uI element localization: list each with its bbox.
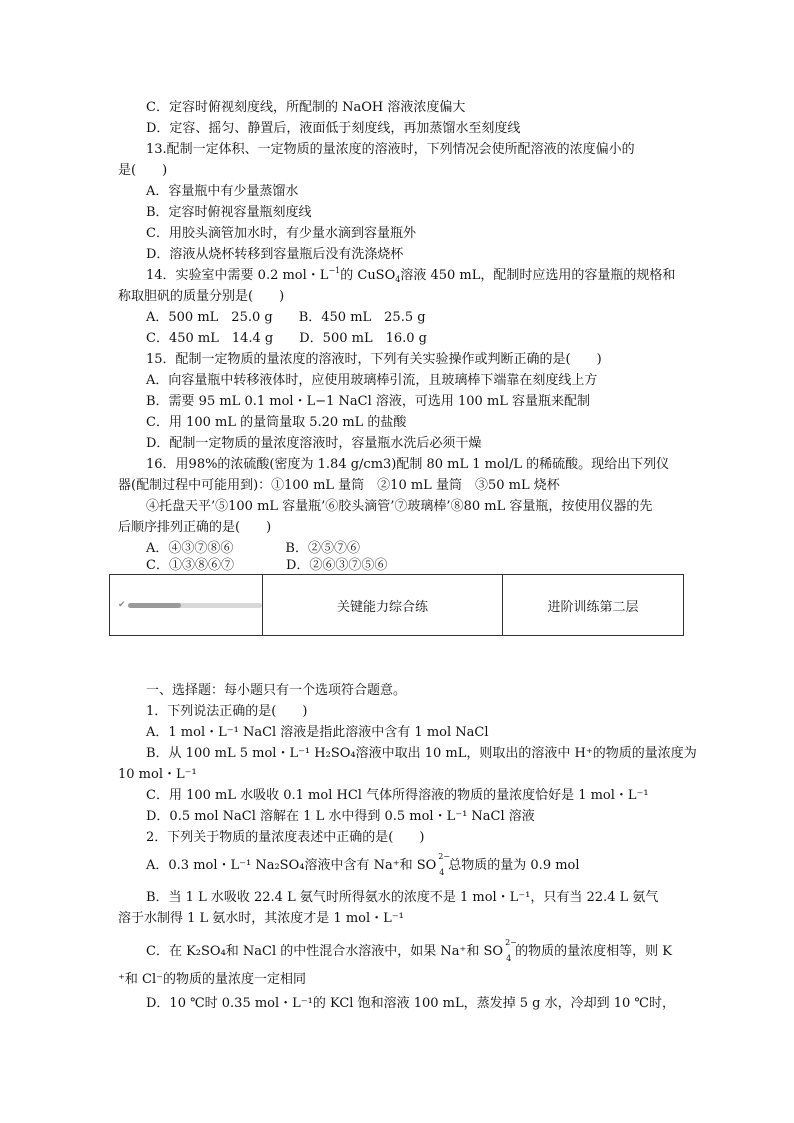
q15-option-d: D．配制一定物质的量浓度溶液时，容量瓶水洗后必须干燥	[146, 436, 482, 451]
q12-option-d: D．定容、摇匀、静置后，液面低于刻度线，再加蒸馏水至刻度线	[146, 121, 521, 136]
q2-c-part2: 的物质的量浓度相等，则 K	[515, 944, 672, 959]
q2-a-sub: 4	[439, 868, 445, 877]
q12-option-c: C．定容时俯视刻度线，所配制的 NaOH 溶液浓度偏大	[146, 100, 466, 115]
q15-option-b: B．需要 95 mL 0.1 mol・L−1 NaCl 溶液，可选用 100 mL 容量瓶来配制	[146, 394, 591, 409]
q2-c-sup: 2−	[505, 938, 517, 947]
q2-a-ion-charge	[436, 852, 451, 877]
banner-progress-cell	[110, 575, 263, 635]
q2-option-b: B．当 1 L 水吸收 22.4 L 氨气时所得氨水的浓度不是 1 mol・L⁻¹，只有当 22.4 L 氨气	[146, 890, 659, 905]
q14-superscript: −1	[328, 266, 341, 275]
q1-option-b: B．从 100 mL 5 mol・L⁻¹ H₂SO₄溶液中取出 10 mL，则取出的溶液中 H⁺的物质的量浓度为	[146, 746, 697, 761]
q16-stem: 16．用98%的浓硫酸(密度为 1.84 g/cm3)配制 80 mL 1 mol/L 的稀硫酸。现给出下列仪	[146, 457, 670, 472]
q2-option-c-cont: ⁺和 Cl⁻的物质的量浓度一定相同	[118, 972, 306, 987]
q16-stem-line3: ④托盘天平’⑤100 mL 容量瓶’⑥胶头滴管’⑦玻璃棒’⑧80 mL 容量瓶，按使用仪器的先	[146, 499, 653, 514]
q1-option-a: A．1 mol・L⁻¹ NaCl 溶液是指此溶液中含有 1 mol NaCl	[146, 725, 489, 740]
check-icon: ✔	[118, 600, 126, 610]
q13-stem: 13.配制一定体积、一定物质的量浓度的溶液时，下列情况会使所配溶液的浓度偏小的	[146, 142, 635, 157]
q15-option-a: A．向容量瓶中转移液体时，应使用玻璃棒引流，且玻璃棒下端靠在刻度线上方	[146, 373, 598, 388]
q14-options-cd: C．450 mL 14.4 g D．500 mL 16.0 g	[146, 331, 427, 346]
q13-option-c: C．用胶头滴管加水时，有少量水滴到容量瓶外	[146, 226, 416, 241]
q14-stem	[146, 268, 675, 285]
q16-stem-line4: 后顺序排列正确的是( )	[118, 520, 272, 535]
progress-bar	[128, 603, 262, 608]
q15-stem: 15．配制一定物质的量浓度的溶液时，下列有关实验操作或判断正确的是( )	[146, 352, 602, 367]
q13-option-a: A．容量瓶中有少量蒸馏水	[146, 184, 299, 199]
q1-stem: 1．下列说法正确的是( )	[146, 704, 308, 719]
banner-level: 进阶训练第二层	[547, 599, 639, 615]
q14-stem-part2: 的 CuSO	[340, 268, 396, 283]
q2-a-part1: A．0.3 mol・L⁻¹ Na₂SO₄溶液中含有 Na⁺和 SO	[146, 858, 437, 873]
q2-a-sup: 2−	[438, 852, 451, 861]
q2-option-c	[146, 938, 672, 963]
q13-option-b: B．定容时俯视容量瓶刻度线	[146, 205, 312, 220]
q2-a-part2: 总物质的量为 0.9 mol	[448, 858, 580, 873]
q2-c-ion-charge	[503, 938, 517, 963]
q2-c-part1: C．在 K₂SO₄和 NaCl 的中性混合水溶液中，如果 Na⁺和 SO	[146, 944, 504, 959]
q1-option-b-cont: 10 mol・L⁻¹	[118, 767, 197, 782]
q16-stem-line2: 器(配制过程中可能用到)：①100 mL 量筒 ②10 mL 量筒 ③50 mL 烧杯	[118, 478, 560, 493]
progress-bar-fill	[128, 603, 182, 608]
q13-stem-cont: 是( )	[118, 163, 168, 178]
q2-option-b-cont: 溶于水制得 1 L 氨水时，其浓度才是 1 mol・L⁻¹	[118, 911, 404, 926]
q2-option-d: D．10 ℃时 0.35 mol・L⁻¹的 KCl 饱和溶液 100 mL，蒸发掉 5 g 水，冷却到 10 ℃时，	[146, 996, 675, 1011]
q2-stem: 2．下列关于物质的量浓度表述中正确的是( )	[146, 830, 425, 845]
q15-option-c: C．用 100 mL 的量筒量取 5.20 mL 的盐酸	[146, 415, 407, 430]
q14-stem-part3: 溶液 450 mL，配制时应选用的容量瓶的规格和	[400, 268, 676, 283]
q14-stem-part1: 14．实验室中需要 0.2 mol・L	[146, 268, 329, 283]
q14-stem-cont: 称取胆矾的质量分别是( )	[118, 289, 285, 304]
q2-c-sub: 4	[506, 954, 512, 963]
q13-option-d: D．溶液从烧杯转移到容量瓶后没有洗涤烧杯	[146, 247, 404, 262]
q1-option-d: D．0.5 mol NaCl 溶解在 1 L 水中得到 0.5 mol・L⁻¹ NaCl 溶液	[146, 809, 535, 824]
q2-option-a	[146, 852, 580, 877]
section-banner	[109, 574, 684, 636]
q14-options-ab: A．500 mL 25.0 g B．450 mL 25.5 g	[146, 310, 426, 325]
q16-options-cd: C．①③⑧⑥⑦ D．②⑥③⑦⑤⑥	[146, 558, 388, 573]
q1-option-c: C．用 100 mL 水吸收 0.1 mol HCl 气体所得溶液的物质的量浓度恰好是 1 mol・L⁻¹	[146, 788, 649, 803]
banner-title: 关键能力综合练	[263, 575, 503, 635]
q16-options-ab: A．④③⑦⑧⑥ B．②⑤⑦⑥	[146, 541, 360, 556]
q14-subscript: 4	[395, 275, 401, 284]
section-heading: 一、选择题：每小题只有一个选项符合题意。	[146, 683, 407, 698]
